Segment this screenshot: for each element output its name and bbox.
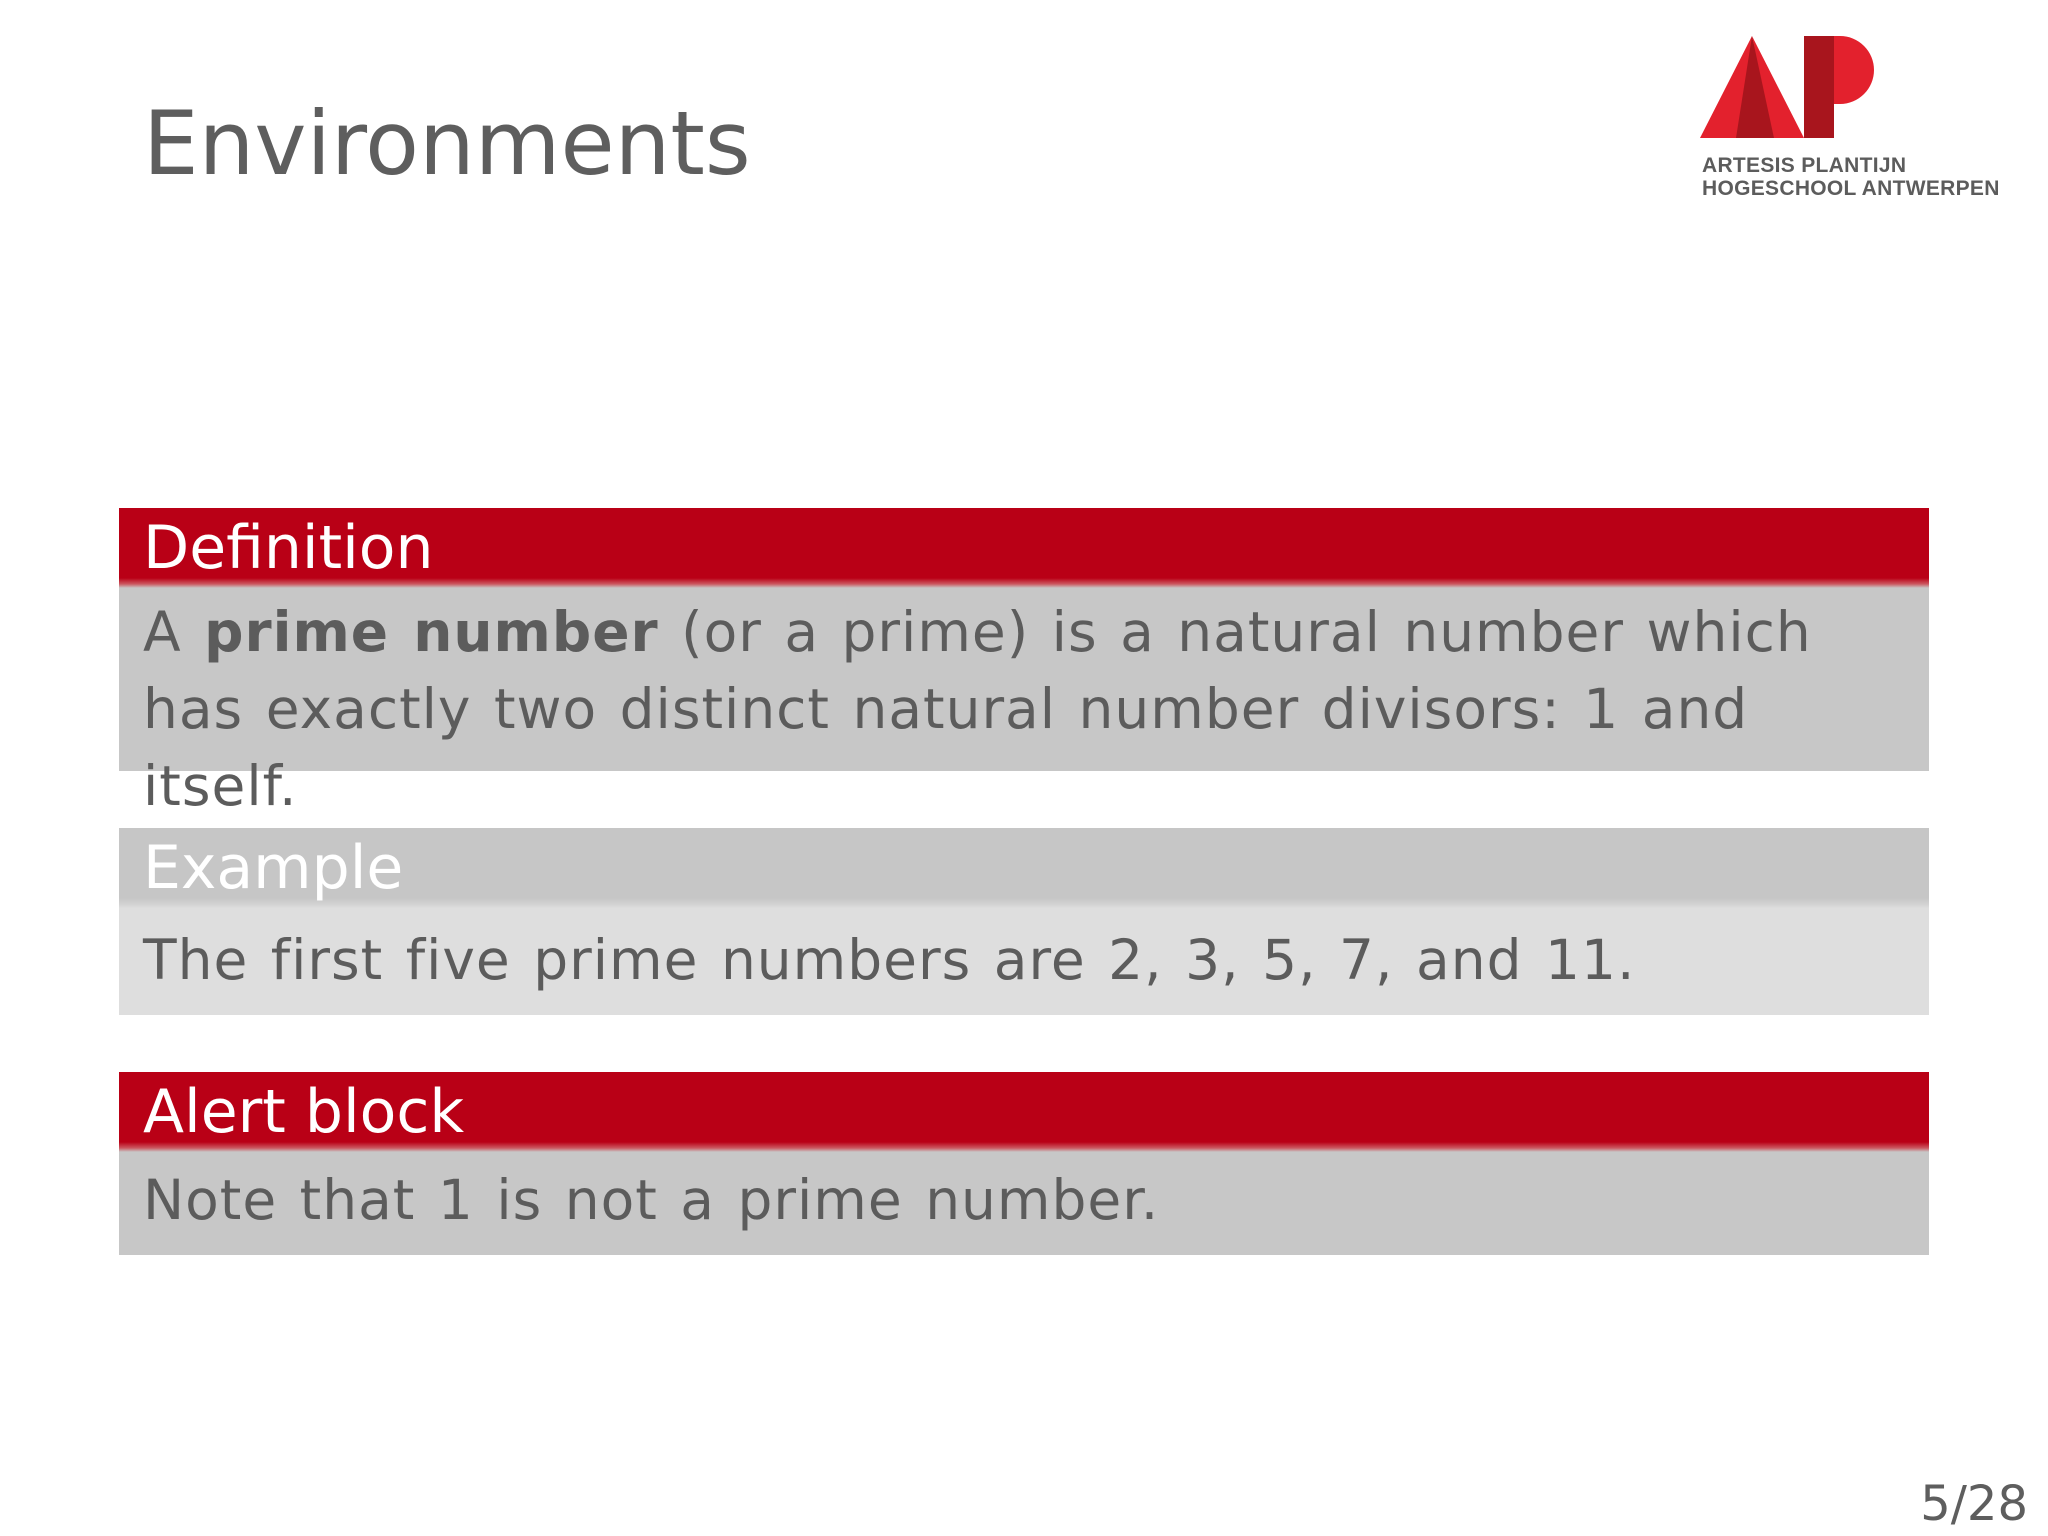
definition-bold-term: prime number <box>204 600 659 664</box>
definition-block-body <box>119 588 1929 818</box>
logo-wordmark <box>1702 154 2000 200</box>
example-block-title: Example <box>119 828 1929 908</box>
page-number: 5/28 <box>1920 1476 2028 1532</box>
ap-logo <box>1700 34 2020 204</box>
slide-title: Environments <box>143 92 751 195</box>
alert-block <box>119 1072 1929 1255</box>
example-block-body: The first five prime numbers are 2, 3, 5, 7, and 11. <box>119 908 1929 1015</box>
logo-line-1: ARTESIS PLANTIJN <box>1702 154 1907 177</box>
ap-logo-mark <box>1700 34 1890 144</box>
alert-block-body: Note that 1 is not a prime number. <box>119 1152 1929 1255</box>
definition-text-before: A <box>143 600 205 664</box>
definition-text-after: (or a prime) is a natural number which has exactly two distinct natural number divisors: 1 and itself. <box>143 600 1812 818</box>
alert-block-title: Alert block <box>119 1072 1929 1152</box>
definition-block <box>119 508 1929 818</box>
example-block <box>119 828 1929 1015</box>
definition-block-title: Definition <box>119 508 1929 588</box>
logo-line-2: HOGESCHOOL ANTWERPEN <box>1702 177 2000 200</box>
